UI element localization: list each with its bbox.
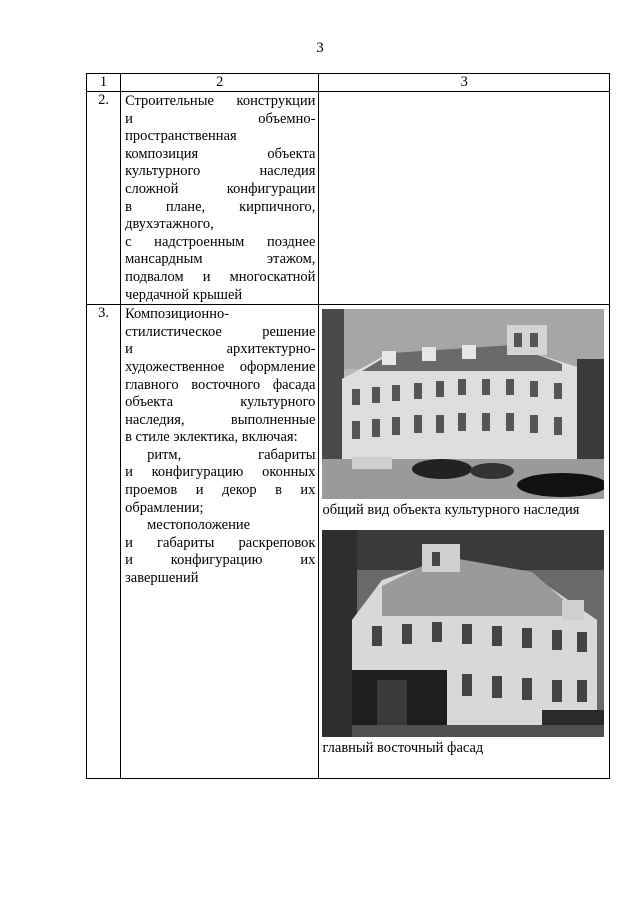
text-line: стилистическое решение bbox=[125, 323, 316, 340]
row-illustration-empty bbox=[319, 92, 610, 305]
text-line: ритм, габариты bbox=[147, 446, 316, 463]
text-line: с надстроенным позднее bbox=[125, 233, 316, 250]
text-line: наследия, выполненные bbox=[125, 411, 316, 428]
row-number: 2. bbox=[87, 92, 121, 305]
photo-caption: главный восточный фасад bbox=[322, 739, 484, 756]
text-line: сложной конфигурации bbox=[125, 180, 316, 197]
text-line: двухэтажного, bbox=[125, 216, 214, 233]
table-row bbox=[87, 92, 610, 305]
text-line: в плане, кирпичного, bbox=[125, 198, 316, 215]
text-line: художественное оформление bbox=[125, 358, 316, 375]
table-row bbox=[87, 305, 610, 779]
header-col-1: 1 bbox=[87, 74, 121, 92]
text-line: и архитектурно- bbox=[125, 341, 316, 358]
text-line: и конфигурацию их bbox=[125, 552, 316, 569]
heritage-table bbox=[86, 73, 610, 779]
text-line: завершений bbox=[125, 570, 199, 587]
header-col-3: 3 bbox=[319, 74, 610, 92]
text-line: культурного наследия bbox=[125, 163, 316, 180]
text-line: и габариты раскреповок bbox=[125, 534, 316, 551]
row-description bbox=[121, 92, 319, 305]
text-line: Композиционно- bbox=[125, 306, 230, 323]
row-number: 3. bbox=[87, 305, 121, 779]
text-line: в стиле эклектика, включая: bbox=[125, 429, 298, 446]
header-col-2: 2 bbox=[121, 74, 319, 92]
text-line: мансардным этажом, bbox=[125, 251, 316, 268]
text-line: пространственная bbox=[125, 128, 237, 145]
building-general-view-photo bbox=[322, 309, 604, 499]
text-line: композиция объекта bbox=[125, 145, 316, 162]
text-line: чердачной крышей bbox=[125, 286, 243, 303]
text-line: главного восточного фасада bbox=[125, 376, 316, 393]
text-line: объекта культурного bbox=[125, 394, 316, 411]
row-description bbox=[121, 305, 319, 779]
text-line: проемов и декор в их bbox=[125, 482, 316, 499]
text-line: Строительные конструкции bbox=[125, 93, 316, 109]
text-line: и объемно- bbox=[125, 110, 316, 127]
photo-caption: общий вид объекта культурного наследия bbox=[322, 502, 580, 519]
text-line: подвалом и многоскатной bbox=[125, 268, 316, 285]
row-illustrations bbox=[319, 305, 610, 779]
page-number: 3 bbox=[316, 40, 324, 56]
text-line: и конфигурацию оконных bbox=[125, 464, 316, 481]
building-east-facade-photo bbox=[322, 530, 604, 737]
text-line: местоположение bbox=[147, 517, 251, 534]
table-header-row bbox=[87, 74, 610, 92]
text-line: обрамлении; bbox=[125, 499, 204, 516]
